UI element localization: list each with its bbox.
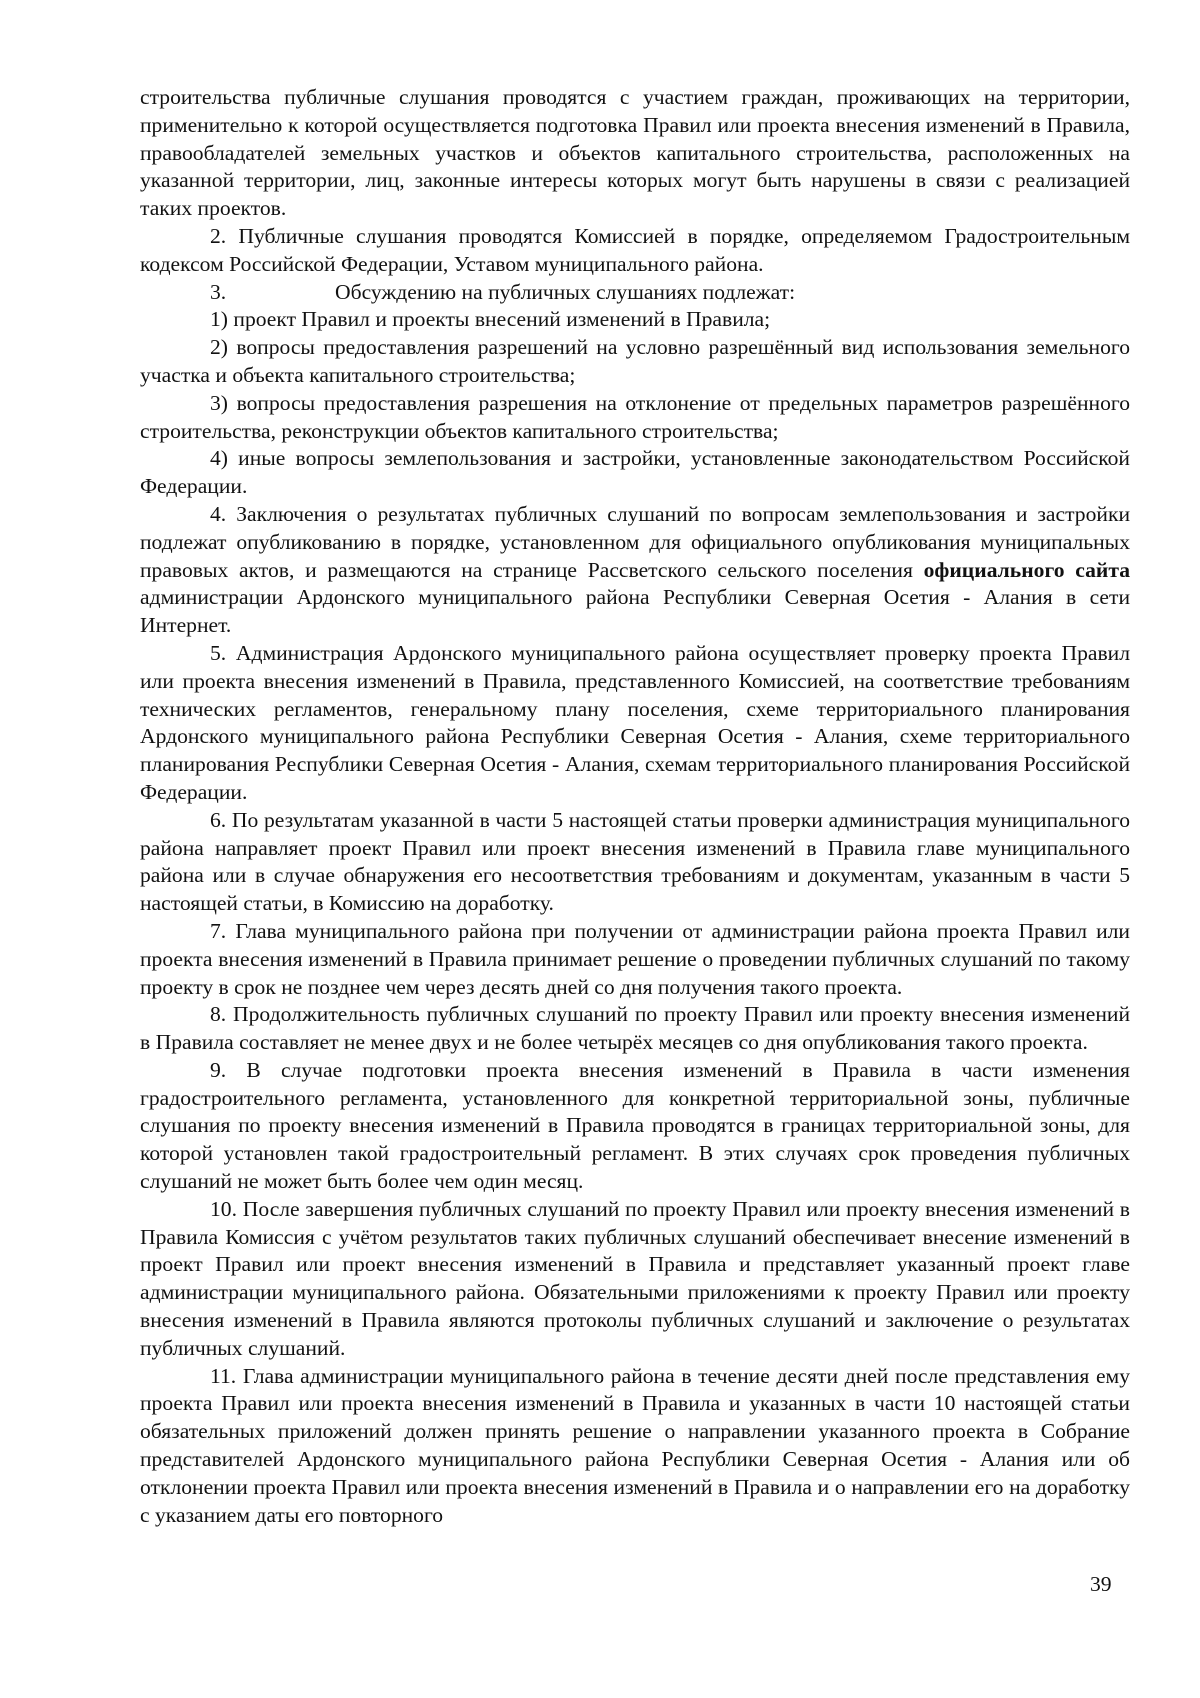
paragraph-11: 11. Глава администрации муниципального района в течение десяти дней после представления ему проекта Правил или проекта внесения изменений в Правила и указанных в части 10 настоящей статьи обязательных приложений должен принять решение о направлении указанного проекта в Собрание представителей Ардонского муниципального района Республики Северная Осетия - Алания или об отклонении проекта Правил или проекта внесения изменений в Правила и о направлении его на доработку с указанием даты его повторного [140, 1363, 1130, 1527]
paragraph-3-item-2: 2) вопросы предоставления разрешений на условно разрешённый вид использования земельного участка и объекта капитального строительства; [140, 335, 1130, 387]
paragraph-7: 7. Глава муниципального района при получении от администрации района проекта Правил или проекта внесения изменений в Правила принимает решение о проведении публичных слушаний по такому проекту в срок не позднее чем через десять дней со дня получения такого проекта. [140, 918, 1130, 999]
paragraph-4-bold: официального сайта [923, 557, 1130, 582]
paragraph-3 [140, 279, 1130, 307]
paragraph-9: 9. В случае подготовки проекта внесения изменений в Правила в части изменения градостроительного регламента, установленного для конкретной территориальной зоны, публичные слушания по проекту внесения изменений в Правила проводятся в границах территориальной зоны, для которой установлен такой градостроительный регламент. В этих случаях срок проведения публичных слушаний не может быть более чем один месяц. [140, 1057, 1130, 1194]
paragraph-3-item-1: 1) проект Правил и проекты внесений изменений в Правила; [210, 307, 771, 332]
paragraph-8: 8. Продолжительность публичных слушаний по проекту Правил или проекту внесения изменений в Правила составляет не менее двух и не более четырёх месяцев со дня опубликования такого проекта. [140, 1002, 1130, 1055]
paragraph-10: 10. После завершения публичных слушаний по проекту Правил или проекту внесения изменений в Правила Комиссия с учётом результатов таких публичных слушаний обеспечивает внесение изменений в проект Правил или проект внесения изменений в Правила и представляет указанный проект главе администрации муниципального района. Обязательными приложениями к проекту Правил или проекту внесения изменений в Правила являются протоколы публичных слушаний и заключение о результатах публичных слушаний. [140, 1196, 1130, 1360]
paragraph-3-item-4: 4) иные вопросы землепользования и застройки, установленные законодательством Российской Федерации. [140, 446, 1130, 499]
paragraph-3-text: Обсуждению на публичных слушаниях подлежат: [335, 279, 796, 304]
paragraph-4-start: 4. Заключения о результатах публичных слушаний по вопросам землепользования и застройки подлежат опубликованию в порядке, установленном для официального опубликования муниципальных правовых актов, и размещаются на странице Рассветского сельского поселения [140, 501, 1130, 582]
paragraph-6: 6. По результатам указанной в части 5 настоящей статьи проверки администрация муниципального района направляет проект Правил или проект внесения изменений в Правила главе муниципального района или в случае обнаружения его несоответствия требованиям и документам, указанным в части 5 настоящей статьи, в Комиссию на доработку. [140, 807, 1130, 916]
paragraph-3-item-3: 3) вопросы предоставления разрешения на отклонение от предельных параметров разрешённого строительства, реконструкции объектов капитального строительства; [140, 390, 1130, 443]
paragraph-4 [140, 501, 1130, 640]
paragraph-3-number: 3. [210, 279, 227, 304]
page-number: 39 [1090, 1572, 1112, 1596]
paragraph-4-end: администрации Ардонского муниципального района Республики Северная Осетия - Алания в сети Интернет. [140, 585, 1130, 638]
paragraph-5: 5. Администрация Ардонского муниципального района осуществляет проверку проекта Правил или проекта внесения изменений в Правила, представленного Комиссией, на соответствие требованиям технических регламентов, генеральному плану поселения, схеме территориального планирования Ардонского муниципального района Республики Северная Осетия - Алания, схеме территориального планирования Республики Северная Осетия - Алания, схемам территориального планирования Российской Федерации. [140, 640, 1130, 804]
paragraph-2: 2. Публичные слушания проводятся Комиссией в порядке, определяемом Градостроительным кодексом Российской Федерации, Уставом муниципального района. [140, 223, 1130, 276]
paragraph-intro: строительства публичные слушания проводятся с участием граждан, проживающих на территории, применительно к которой осуществляется подготовка Правил или проекта внесения изменений в Правила, правообладателей земельных участков и объектов капитального строительства, расположенных на указанной территории, лиц, законные интересы которых могут быть нарушены в связи с реализацией таких проектов. [140, 85, 1130, 221]
document-page [140, 84, 1130, 1529]
